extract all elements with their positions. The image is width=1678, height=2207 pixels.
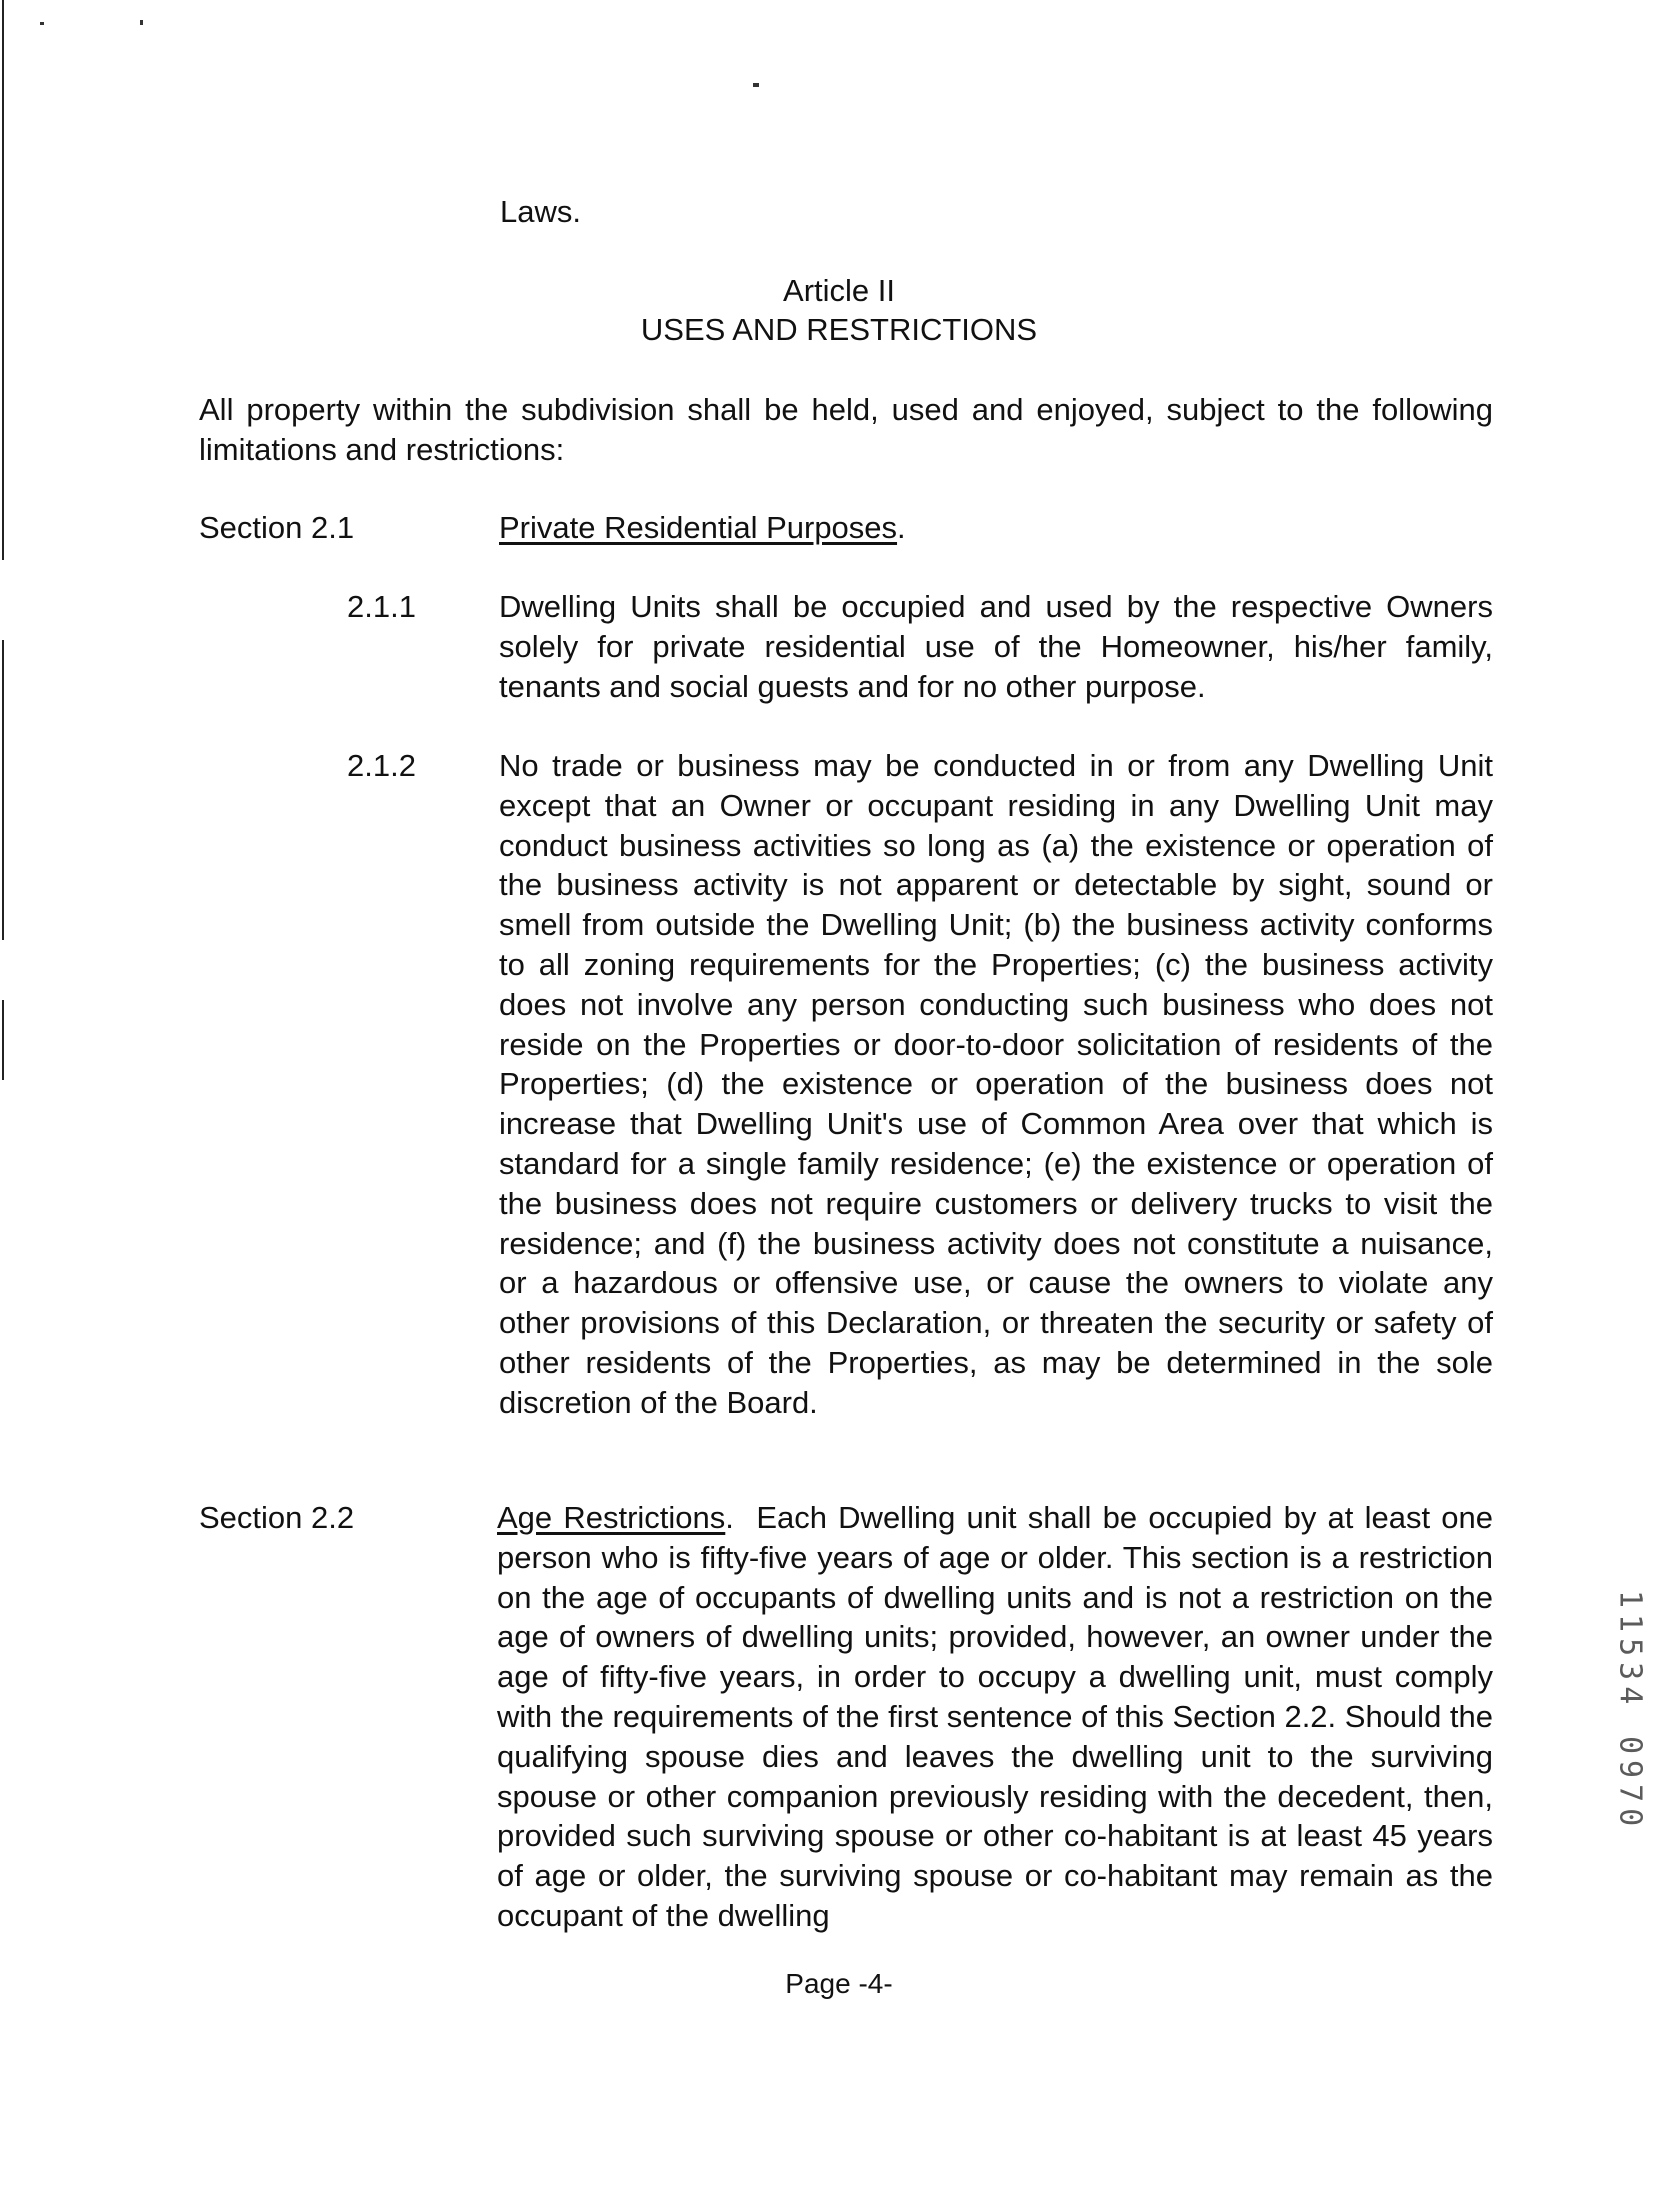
- scan-edge-line: [2, 1000, 4, 1080]
- page-number: Page -4-: [785, 1968, 893, 1999]
- section-2-1-heading: [499, 508, 906, 548]
- carryover-text: Laws.: [500, 194, 581, 229]
- scan-speck: [40, 22, 44, 25]
- scan-speck: [753, 83, 759, 87]
- recording-stamp: [1610, 1590, 1650, 1833]
- scan-speck: [140, 20, 143, 25]
- item-2-1-2-number: 2.1.2: [347, 748, 416, 783]
- section-2-2-title: Age Restrictions: [497, 1500, 726, 1535]
- section-2-1-title-punct: .: [897, 510, 906, 545]
- article-number: Article II: [783, 273, 895, 308]
- section-2-2-text: Each Dwelling unit shall be occupied by at least one person who is fifty-five years of age or older. This section is a restriction on the age of occupants of dwelling units and is not a restriction on the age of owners of dwelling units; provided, however, an owner under the age of fifty-five years, in order to occupy a dwelling unit, must comply with the requirements of the first sentence of this Section 2.2. Should the qualifying spouse dies and leaves the dwelling unit to the surviving spouse or other companion previously residing with the decedent, then, provided such surviving spouse or other co-habitant is at least 45 years of age or older, the surviving spouse or co-habitant may remain as the occupant of the dwelling: [497, 1500, 1494, 1933]
- scan-edge-line: [2, 640, 4, 940]
- item-2-1-1-text: Dwelling Units shall be occupied and used by the respective Owners solely for private residential use of the Homeowner, his/her family, tenants and social guests and for no other purpose.: [499, 589, 1493, 704]
- item-2-1-2-text: No trade or business may be conducted in or from any Dwelling Unit except that an Owner or occupant residing in any Dwelling Unit may conduct business activities so long as (a) the existence or operation of the business activity is not apparent or detectable by sight, sound or smell from outside the Dwelling Unit; (b) the business activity conforms to all zoning requirements for the Properties; (c) the business activity does not involve any person conducting such business who does not reside on the Properties or door-to-door solicitation of residents of the Properties; (d) the existence or operation of the business does not increase that Dwelling Unit's use of Common Area over that which is standard for a single family residence; (e) the existence or operation of the business does not require customers or delivery trucks to visit the residence; and (f) the business activity does not constitute a nuisance, or a hazardous or offensive use, or cause the owners to violate any other provisions of this Declaration, or threaten the security or safety of other residents of the Properties, as may be determined in the sole discretion of the Board.: [499, 748, 1493, 1420]
- intro-paragraph: All property within the subdivision shall be held, used and enjoyed, subject to the following limitations and restrictions:: [199, 392, 1493, 467]
- section-2-1-label: Section 2.1: [199, 510, 355, 545]
- section-2-1-title: Private Residential Purposes: [499, 510, 898, 545]
- section-2-2-label: Section 2.2: [199, 1500, 355, 1535]
- stamp-line-2: 0970: [1612, 1736, 1648, 1833]
- section-2-2-title-punct: .: [725, 1500, 734, 1535]
- stamp-line-1: 11534: [1612, 1590, 1648, 1711]
- item-2-1-1-number: 2.1.1: [347, 589, 416, 624]
- article-title: USES AND RESTRICTIONS: [640, 312, 1038, 347]
- section-2-2-paragraph: [497, 1498, 1493, 1936]
